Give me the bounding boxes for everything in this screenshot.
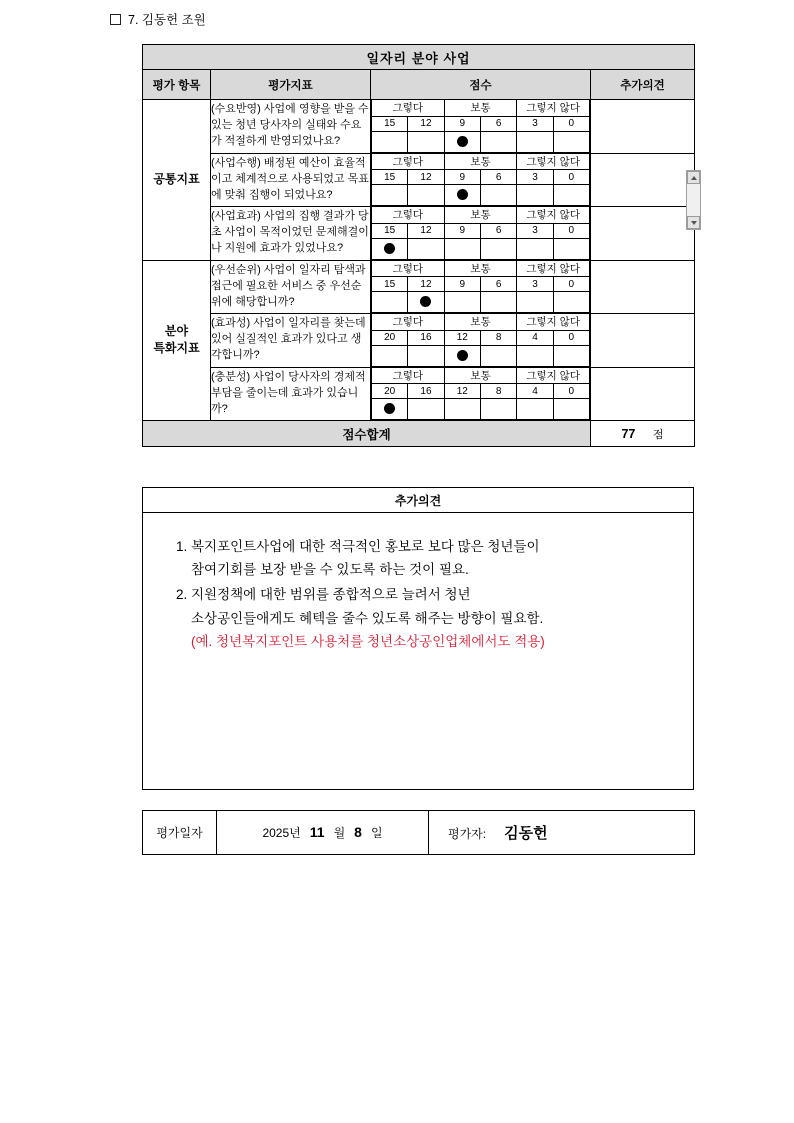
list-item [191,535,669,581]
scale-value[interactable]: 15 [372,223,408,238]
question-text: (우선순위) 사업이 일자리 탐색과 접근에 필요한 서비스 중 우선순위에 해당합니까? [211,260,371,314]
scale-value[interactable]: 15 [372,170,408,185]
scale-value[interactable]: 9 [444,277,480,292]
scale-mark-cell[interactable] [553,131,589,152]
scale-value[interactable]: 9 [444,170,480,185]
scale-mark-cell[interactable] [553,399,589,420]
scale-mark-cell[interactable] [480,238,516,259]
category-common: 공통지표 [143,100,211,261]
scale-mark-cell[interactable] [517,399,553,420]
scale-mark-cell[interactable] [553,345,589,366]
score-scale[interactable] [371,367,591,421]
table-row [143,153,695,207]
selected-dot-icon [457,136,468,147]
date-month-number: 11 [309,824,325,840]
scale-mark-cell[interactable] [408,185,444,206]
category-line-2: 특화지표 [153,341,200,356]
signature-table [142,810,695,855]
scroll-down-arrow-icon[interactable] [687,216,700,229]
column-header-indicator: 평가지표 [211,70,371,100]
scale-mark-cell[interactable] [480,292,516,313]
question-text: (사업효과) 사업의 집행 결과가 당초 사업이 목적이었던 문제해결이나 지원에 효과가 있었나요? [211,207,371,261]
scale-label-neutral: 보통 [444,154,517,170]
scale-mark-cell[interactable] [553,238,589,259]
scale-value[interactable]: 4 [517,330,553,345]
scale-mark-cell[interactable] [372,292,408,313]
scale-value[interactable]: 0 [553,223,589,238]
scale-mark-cell[interactable] [408,131,444,152]
scale-value[interactable]: 3 [517,277,553,292]
scale-label-neutral: 보통 [444,100,517,116]
scale-value[interactable]: 3 [517,116,553,131]
scale-label-agree: 그렇다 [372,261,445,277]
opinion-line: 복지포인트사업에 대한 적극적인 홍보로 보다 많은 청년들이 [191,539,540,554]
score-scale[interactable] [371,260,591,314]
scale-label-disagree: 그렇지 않다 [517,368,590,384]
selected-dot-icon [384,403,395,414]
additional-opinion-heading: 추가의견 [142,487,694,513]
scale-value[interactable]: 8 [480,384,516,399]
signature-section [142,810,694,855]
scale-label-neutral: 보통 [444,314,517,330]
table-row [143,260,695,314]
scale-value[interactable]: 12 [408,223,444,238]
scale-value[interactable]: 16 [408,330,444,345]
scale-value[interactable]: 3 [517,223,553,238]
table-row [143,100,695,154]
scale-value[interactable]: 6 [480,277,516,292]
scale-label-agree: 그렇다 [372,368,445,384]
scale-label-disagree: 그렇지 않다 [517,314,590,330]
date-label: 평가일자 [143,811,217,855]
scale-value[interactable]: 0 [553,330,589,345]
column-header-opinion: 추가의견 [591,70,695,100]
additional-opinion-section [142,487,694,790]
scale-mark-cell[interactable] [408,345,444,366]
scale-value[interactable]: 12 [444,384,480,399]
date-year: 2025년 [262,826,301,840]
scale-label-disagree: 그렇지 않다 [517,154,590,170]
scale-value[interactable]: 15 [372,116,408,131]
opinion-line: 소상공인들애게도 혜텍을 줄수 있도록 해주는 방향이 필요함. [191,610,544,626]
scale-mark-cell[interactable] [372,238,408,259]
table-title-row [143,45,695,70]
document-header [110,10,206,28]
score-scale[interactable] [371,207,591,261]
scale-mark-cell[interactable] [517,238,553,259]
scale-value[interactable]: 6 [480,116,516,131]
row-opinion-cell[interactable] [591,367,695,421]
scale-value[interactable]: 16 [408,384,444,399]
scale-mark-cell[interactable] [480,345,516,366]
evaluation-table [142,44,695,447]
scale-mark-cell[interactable] [480,399,516,420]
scale-label-agree: 그렇다 [372,100,445,116]
scale-label-agree: 그렇다 [372,154,445,170]
header-label: 7. 김동헌 조원 [128,13,206,27]
scale-mark-cell[interactable] [372,399,408,420]
scale-label-neutral: 보통 [444,207,517,223]
scale-value[interactable]: 0 [553,384,589,399]
scale-value[interactable]: 12 [408,277,444,292]
score-scale[interactable] [371,100,591,154]
scale-value[interactable]: 9 [444,223,480,238]
scale-label-neutral: 보통 [444,261,517,277]
scale-mark-cell[interactable] [444,292,480,313]
scale-value[interactable]: 12 [408,170,444,185]
date-value[interactable] [217,811,429,855]
scale-mark-cell[interactable] [372,185,408,206]
scale-mark-cell[interactable] [444,399,480,420]
scale-value[interactable]: 3 [517,170,553,185]
scrollbar[interactable] [686,170,701,230]
scale-mark-cell[interactable] [517,185,553,206]
column-header-category: 평가 항목 [143,70,211,100]
scale-mark-cell[interactable] [372,345,408,366]
evaluator-cell[interactable] [429,811,695,855]
opinion-list [169,535,669,653]
score-scale[interactable] [371,153,591,207]
scale-mark-cell[interactable] [444,185,480,206]
scale-label-disagree: 그렇지 않다 [517,261,590,277]
checkbox-empty-icon[interactable] [110,14,121,25]
question-text: (효과성) 사업이 일자리를 찾는데 있어 실질적인 효과가 있다고 생각합니까? [211,314,371,368]
scale-mark-cell[interactable] [408,399,444,420]
scale-mark-cell[interactable] [372,131,408,152]
table-title: 일자리 분야 사업 [143,45,695,70]
table-row [143,314,695,368]
total-score-unit: 점 [652,428,664,441]
row-opinion-cell[interactable] [591,314,695,368]
scale-label-neutral: 보통 [444,368,517,384]
category-specialized [143,260,211,421]
scale-value[interactable]: 0 [553,116,589,131]
scale-mark-cell[interactable] [480,185,516,206]
scale-value[interactable]: 15 [372,277,408,292]
row-opinion-cell[interactable] [591,153,695,207]
scale-mark-cell[interactable] [480,131,516,152]
row-opinion-cell[interactable] [591,207,695,261]
scale-value[interactable]: 6 [480,170,516,185]
selected-dot-icon [420,296,431,307]
scale-mark-cell[interactable] [444,345,480,366]
scale-value[interactable]: 9 [444,116,480,131]
total-row [143,421,695,447]
additional-opinion-body[interactable] [142,513,694,790]
scale-label-disagree: 그렇지 않다 [517,100,590,116]
scale-mark-cell[interactable] [517,131,553,152]
scale-mark-cell[interactable] [444,131,480,152]
selected-dot-icon [457,189,468,200]
table-header-row [143,70,695,100]
opinion-line: 참여기회를 보장 받을 수 있도록 하는 것이 필요. [191,562,469,578]
scale-mark-cell[interactable] [444,238,480,259]
scale-mark-cell[interactable] [553,185,589,206]
scale-value[interactable]: 0 [553,277,589,292]
score-scale[interactable] [371,314,591,368]
list-item [191,583,669,653]
date-month-unit: 월 [333,826,346,840]
scale-label-agree: 그렇다 [372,207,445,223]
date-day-number: 8 [354,824,362,840]
date-day-unit: 일 [370,826,383,840]
question-text: (사업수행) 배정된 예산이 효율적이고 체계적으로 사용되었고 목표에 맞춰 집행이 되었나요? [211,153,371,207]
selected-dot-icon [457,350,468,361]
opinion-line: 지원정책에 대한 범위를 종합적으로 늘려서 청년 [191,587,471,603]
category-line-1: 분야 [164,324,189,339]
scale-value[interactable]: 0 [553,170,589,185]
scale-mark-cell[interactable] [408,238,444,259]
scale-mark-cell[interactable] [517,292,553,313]
question-text: (수요반영) 사업에 영향을 받을 수 있는 청년 당사자의 실태와 수요가 적절하게 반영되었나요? [211,100,371,154]
scale-value[interactable]: 20 [372,384,408,399]
column-header-score: 점수 [371,70,591,100]
evaluation-table-wrapper [142,44,694,447]
total-score-number: 77 [621,426,636,441]
scale-value[interactable]: 12 [444,330,480,345]
row-opinion-cell[interactable] [591,100,695,154]
scale-label-disagree: 그렇지 않다 [517,207,590,223]
table-row [143,367,695,421]
selected-dot-icon [384,243,395,254]
question-text: (충분성) 사업이 당사자의 경제적 부담을 줄이는데 효과가 있습니까? [211,367,371,421]
total-label: 점수합계 [143,421,591,447]
scale-mark-cell[interactable] [517,345,553,366]
scale-value[interactable]: 8 [480,330,516,345]
scale-mark-cell[interactable] [553,292,589,313]
scale-label-agree: 그렇다 [372,314,445,330]
table-row [143,207,695,261]
opinion-note: (예. 청년복지포인트 사용처를 청년소상공인업체에서도 적용) [191,633,545,649]
scale-value[interactable]: 20 [372,330,408,345]
scroll-up-arrow-icon[interactable] [687,171,700,184]
scale-value[interactable]: 6 [480,223,516,238]
evaluator-name: 김동헌 [504,825,548,842]
row-opinion-cell[interactable] [591,260,695,314]
total-score-value [591,421,695,447]
scale-value[interactable]: 12 [408,116,444,131]
evaluator-label: 평가자: [448,827,487,841]
scale-mark-cell[interactable] [408,292,444,313]
scale-value[interactable]: 4 [517,384,553,399]
